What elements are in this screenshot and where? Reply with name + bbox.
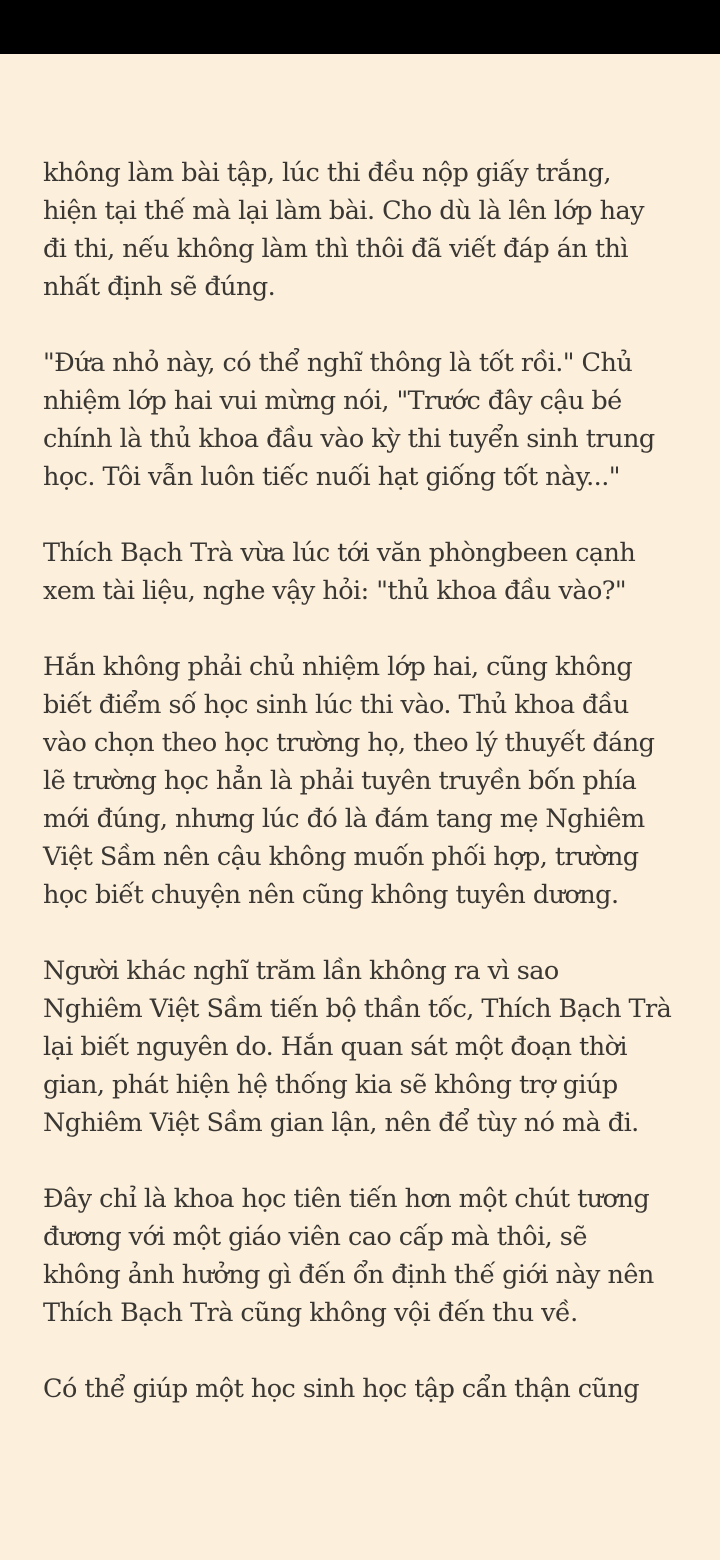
text-line: Đây chỉ là khoa học tiên tiến hơn một chút tương <box>43 1184 650 1214</box>
text-line: Người khác nghĩ trăm lần không ra vì sao <box>43 956 559 986</box>
text-line: hiện tại thế mà lại làm bài. Cho dù là lên lớp hay <box>43 196 644 226</box>
text-line: gian, phát hiện hệ thống kia sẽ không trợ giúp <box>43 1070 618 1100</box>
text-line: Việt Sầm nên cậu không muốn phối hợp, trường <box>43 842 639 872</box>
text-line: vào chọn theo học trường họ, theo lý thuyết đáng <box>43 728 655 758</box>
paragraph <box>43 344 673 496</box>
text-line: nhất định sẽ đúng. <box>43 272 276 302</box>
paragraph <box>43 1180 673 1332</box>
status-bar <box>0 0 720 54</box>
text-line: đi thi, nếu không làm thì thôi đã viết đáp án thì <box>43 234 629 264</box>
text-line: học. Tôi vẫn luôn tiếc nuối hạt giống tốt này..." <box>43 462 620 492</box>
text-line: Thích Bạch Trà cũng không vội đến thu về. <box>43 1298 578 1328</box>
paragraph <box>43 1370 673 1408</box>
text-line: chính là thủ khoa đầu vào kỳ thi tuyển sinh trung <box>43 424 655 454</box>
text-line: đương với một giáo viên cao cấp mà thôi, sẽ <box>43 1222 587 1252</box>
text-line: xem tài liệu, nghe vậy hỏi: "thủ khoa đầu vào?" <box>43 576 627 606</box>
text-line: Nghiêm Việt Sầm gian lận, nên để tùy nó mà đi. <box>43 1108 639 1138</box>
text-line: Nghiêm Việt Sầm tiến bộ thần tốc, Thích Bạch Trà <box>43 994 672 1024</box>
text-line: Hắn không phải chủ nhiệm lớp hai, cũng không <box>43 652 633 682</box>
text-line: mới đúng, nhưng lúc đó là đám tang mẹ Nghiêm <box>43 804 645 834</box>
paragraph <box>43 952 673 1142</box>
reader-content[interactable] <box>43 154 673 1446</box>
text-line: không làm bài tập, lúc thi đều nộp giấy trắng, <box>43 158 611 188</box>
text-line: học biết chuyện nên cũng không tuyên dương. <box>43 880 619 910</box>
text-line: lại biết nguyên do. Hắn quan sát một đoạn thời <box>43 1032 628 1062</box>
paragraph <box>43 154 673 306</box>
paragraph <box>43 648 673 914</box>
text-line: biết điểm số học sinh lúc thi vào. Thủ khoa đầu <box>43 690 629 720</box>
text-line: Có thể giúp một học sinh học tập cẩn thận cũng <box>43 1374 640 1404</box>
paragraph <box>43 534 673 610</box>
text-line: lẽ trường học hẳn là phải tuyên truyền bốn phía <box>43 766 637 796</box>
text-line: "Đứa nhỏ này, có thể nghĩ thông là tốt rồi." Chủ <box>43 348 633 378</box>
text-line: nhiệm lớp hai vui mừng nói, "Trước đây cậu bé <box>43 386 622 416</box>
text-line: không ảnh hưởng gì đến ổn định thế giới này nên <box>43 1260 654 1290</box>
text-line: Thích Bạch Trà vừa lúc tới văn phòngbeen cạnh <box>43 538 636 568</box>
